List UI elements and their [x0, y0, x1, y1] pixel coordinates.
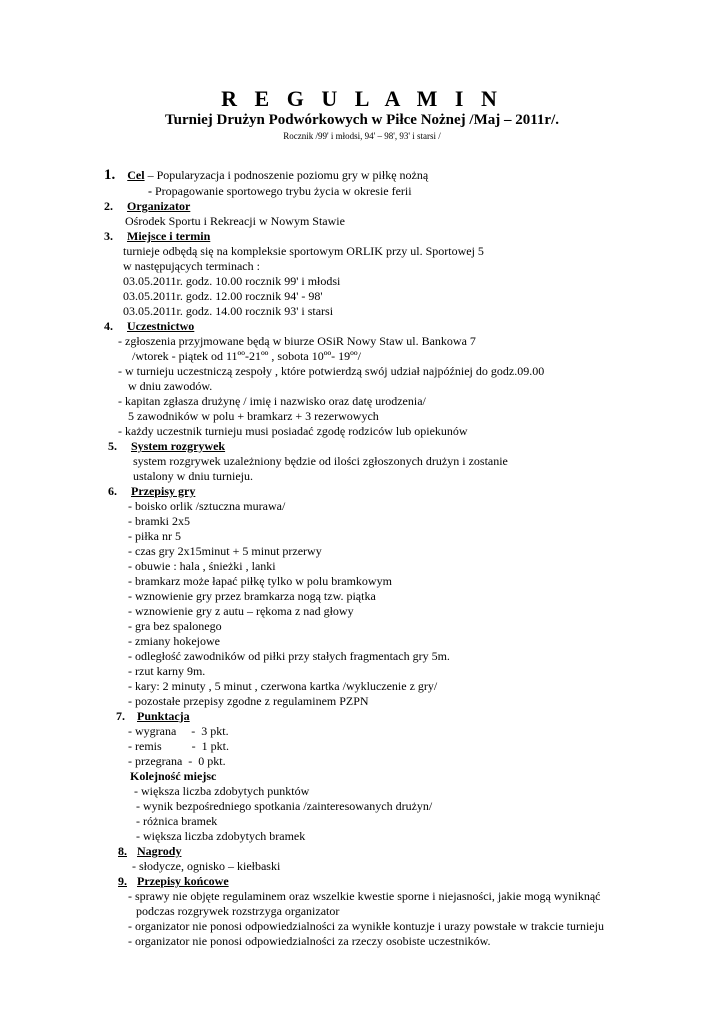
document-title: R E G U L A M I N — [221, 86, 503, 111]
section-8-heading: Nagrody — [137, 844, 182, 858]
section-5-heading: System rozgrywek — [131, 439, 226, 453]
section-2-heading: Organizator — [127, 199, 191, 213]
section-8-number: 8. — [118, 844, 127, 858]
section-1-text-2: Propagowanie sportowego trybu życia w okresie ferii — [152, 184, 412, 198]
section-4-line: - zgłoszenia przyjmowane będą w biurze OSiR Nowy Staw ul. Bankowa 7 — [118, 334, 476, 348]
section-7-subline: - większa liczba zdobytych punktów — [134, 784, 310, 798]
section-9-line: - organizator nie ponosi odpowiedzialności za rzeczy osobiste uczestników. — [128, 934, 491, 948]
section-1-line-2 — [148, 184, 412, 199]
section-5-header — [108, 439, 225, 454]
section-4-line: - kapitan zgłasza drużynę / imię i nazwisko oraz datę urodzenia/ — [118, 394, 426, 408]
section-6-number: 6. — [108, 484, 117, 498]
section-7-line: - przegrana - 0 pkt. — [128, 754, 226, 768]
section-6-line: - odległość zawodników od piłki przy stałych fragmentach gry 5m. — [128, 649, 450, 663]
section-6-line: - obuwie : hala , śnieżki , lanki — [128, 559, 276, 573]
section-4-line: - każdy uczestnik turnieju musi posiadać zgodę rodziców lub opiekunów — [118, 424, 468, 438]
section-3-line: turnieje odbędą się na kompleksie sportowym ORLIK przy ul. Sportowej 5 — [123, 244, 484, 258]
section-5-number: 5. — [108, 439, 117, 453]
section-2-number: 2. — [104, 199, 113, 213]
section-1-dash: - — [148, 184, 152, 198]
section-1-line-1 — [104, 168, 428, 183]
section-9-number: 9. — [118, 874, 127, 888]
section-7-subline: - większa liczba zdobytych bramek — [136, 829, 306, 843]
section-2-header — [104, 199, 190, 214]
section-4-header — [104, 319, 194, 334]
section-7-subline: - różnica bramek — [136, 814, 218, 828]
section-6-line: - kary: 2 minuty , 5 minut , czerwona kartka /wykluczenie z gry/ — [128, 679, 438, 693]
section-5-line: ustalony w dniu turnieju. — [133, 469, 253, 483]
section-6-heading: Przepisy gry — [131, 484, 196, 498]
section-1-number: 1. — [104, 167, 116, 183]
section-3-line: w następujących terminach : — [123, 259, 260, 273]
section-6-line: - bramkarz może łapać piłkę tylko w polu bramkowym — [128, 574, 392, 588]
section-4-line: w dniu zawodów. — [128, 379, 213, 393]
section-8-header — [118, 844, 181, 859]
section-7-line: - wygrana - 3 pkt. — [128, 724, 229, 738]
section-3-line: 03.05.2011r. godz. 14.00 rocznik 93' i starsi — [123, 304, 334, 318]
section-6-line: - piłka nr 5 — [128, 529, 181, 543]
section-2-text: Ośrodek Sportu i Rekreacji w Nowym Stawie — [125, 214, 345, 228]
section-7-subline: - wynik bezpośredniego spotkania /zainteresowanych drużyn/ — [136, 799, 433, 813]
section-6-line: - zmiany hokejowe — [128, 634, 220, 648]
section-3-line: 03.05.2011r. godz. 12.00 rocznik 94' - 98' — [123, 289, 323, 303]
section-6-line: - boisko orlik /sztuczna murawa/ — [128, 499, 286, 513]
section-6-header — [108, 484, 195, 499]
section-8-line: - słodycze, ognisko – kiełbaski — [132, 859, 281, 873]
section-9-line: - sprawy nie objęte regulaminem oraz wszelkie kwestie sporne i niejasności, jakie mogą wyniknąć — [128, 889, 601, 903]
section-9-heading: Przepisy końcowe — [137, 874, 229, 888]
section-7-header — [116, 709, 190, 724]
section-9-line: podczas rozgrywek rozstrzyga organizator — [136, 904, 340, 918]
section-1-text-1: – Popularyzacja i podnoszenie poziomu gry w piłkę nożną — [144, 168, 429, 182]
section-3-header — [104, 229, 210, 244]
section-6-line: - rzut karny 9m. — [128, 664, 206, 678]
section-1-heading: Cel — [127, 168, 145, 182]
document-subtitle: Turniej Drużyn Podwórkowych w Piłce Nożnej /Maj – 2011r/. — [165, 112, 559, 128]
section-4-line: - w turnieju uczestniczą zespoły , które potwierdzą swój udział najpóźniej do godz.09.00 — [118, 364, 545, 378]
section-4-line: /wtorek - piątek od 11ºº-21ºº , sobota 10ºº- 19ºº/ — [132, 349, 361, 363]
section-9-header — [118, 874, 229, 889]
section-6-line: - czas gry 2x15minut + 5 minut przerwy — [128, 544, 322, 558]
section-5-line: system rozgrywek uzależniony będzie od ilości zgłoszonych drużyn i zostanie — [133, 454, 508, 468]
section-3-heading: Miejsce i termin — [127, 229, 211, 243]
section-7-subheading: Kolejność miejsc — [130, 769, 217, 783]
section-3-number: 3. — [104, 229, 113, 243]
section-4-line: 5 zawodników w polu + bramkarz + 3 rezerwowych — [128, 409, 379, 423]
section-6-line: - wznowienie gry z autu – rękoma z nad głowy — [128, 604, 354, 618]
section-7-number: 7. — [116, 709, 125, 723]
section-6-line: - wznowienie gry przez bramkarza nogą tzw. piątka — [128, 589, 376, 603]
age-groups-note: Rocznik /99' i młodsi, 94' – 98', 93' i starsi / — [283, 131, 441, 141]
section-7-heading: Punktacja — [137, 709, 190, 723]
section-6-line: - pozostałe przepisy zgodne z regulaminem PZPN — [128, 694, 369, 708]
section-3-line: 03.05.2011r. godz. 10.00 rocznik 99' i młodsi — [123, 274, 341, 288]
section-6-line: - gra bez spalonego — [128, 619, 222, 633]
section-7-line: - remis - 1 pkt. — [128, 739, 229, 753]
section-6-line: - bramki 2x5 — [128, 514, 190, 528]
section-4-heading: Uczestnictwo — [127, 319, 195, 333]
section-9-line: - organizator nie ponosi odpowiedzialności za wynikłe kontuzje i urazy powstałe w trakcie turnieju — [128, 919, 604, 933]
section-4-number: 4. — [104, 319, 113, 333]
